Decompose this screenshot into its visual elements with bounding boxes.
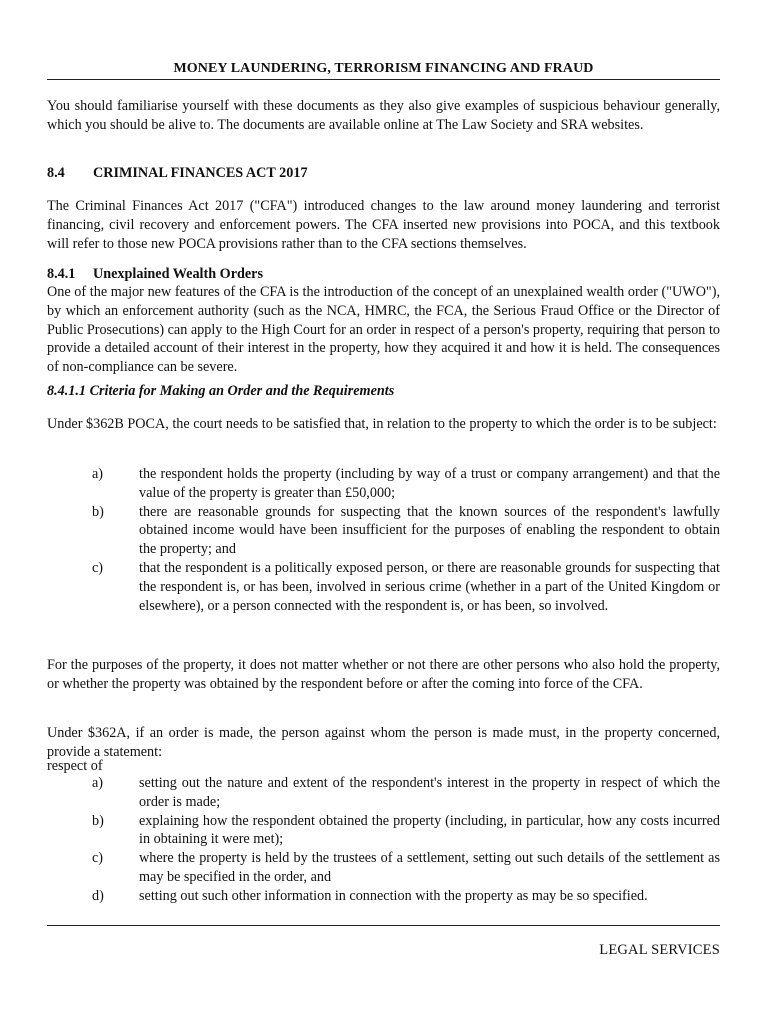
purposes-paragraph: For the purposes of the property, it does not matter whether or not there are other persons who also hold the property, or whether the property was obtained by the respondent before or after the coming into force of the CFA. bbox=[47, 657, 720, 692]
section-title: CRIMINAL FINANCES ACT 2017 bbox=[93, 165, 308, 181]
subsection-number: 8.4.1 bbox=[47, 266, 76, 282]
criteria-list bbox=[47, 465, 720, 615]
intro-paragraph: You should familiarise yourself with these documents as they also give examples of suspicious behaviour generally, which you should be alive to. The documents are available online at The Law Society and SRA websites. bbox=[47, 98, 720, 133]
statement-respect: respect of bbox=[47, 758, 103, 774]
list-marker: a) bbox=[92, 466, 104, 482]
list-item bbox=[47, 849, 720, 887]
section-heading bbox=[47, 164, 308, 183]
section-number: 8.4 bbox=[47, 165, 65, 181]
list-item bbox=[47, 887, 720, 906]
list-item bbox=[47, 503, 720, 559]
list-item-text: explaining how the respondent obtained the property (including, in particular, how any costs incurred in obtaining it were met); bbox=[139, 812, 720, 848]
running-header: MONEY LAUNDERING, TERRORISM FINANCING AND FRAUD bbox=[173, 61, 594, 76]
list-item bbox=[47, 774, 720, 812]
criteria-intro: Under $362B POCA, the court needs to be satisfied that, in relation to the property to which the order is to be subject: bbox=[47, 416, 717, 432]
statement-list bbox=[47, 774, 720, 906]
list-item-text: where the property is held by the trustees of a settlement, setting out such details of the settlement as may be specified in the order, and bbox=[139, 850, 720, 885]
list-marker: b) bbox=[92, 503, 104, 520]
section-paragraph: The Criminal Finances Act 2017 ("CFA") introduced changes to the law around money laundering and terrorist financing, civil recovery and enforcement powers. The CFA inserted new provisions into POCA, and this textbook will refer to those new POCA provisions rather than to the CFA sections themselves. bbox=[47, 198, 720, 252]
running-footer: LEGAL SERVICES bbox=[599, 942, 720, 958]
list-item-text: there are reasonable grounds for suspecting that the known sources of the respondent's lawfully obtained income would have been insufficient for the purposes of enabling the respondent to obtain the property; and bbox=[139, 503, 720, 558]
list-item-text: setting out such other information in connection with the property as may be so specified. bbox=[139, 887, 648, 904]
subsection-title: Unexplained Wealth Orders bbox=[93, 266, 263, 282]
statement-intro: Under $362A, if an order is made, the person against whom the person is made must, in the property concerned, provide a statement: bbox=[47, 725, 720, 760]
subsection-heading bbox=[47, 265, 263, 284]
subsubsection-heading: 8.4.1.1 Criteria for Making an Order and the Requirements bbox=[47, 383, 395, 399]
list-item-text: the respondent holds the property (including by way of a trust or company arrangement) and that the value of the property is greater than £50,000; bbox=[139, 466, 720, 501]
header-rule bbox=[47, 79, 720, 80]
list-item bbox=[47, 465, 720, 503]
list-item bbox=[47, 559, 720, 615]
list-marker: a) bbox=[92, 775, 104, 791]
uwo-paragraph: One of the major new features of the CFA is the introduction of the concept of an unexplained wealth order ("UWO"), by which an enforcement authority (such as the NCA, HMRC, the FCA, the Serious Fraud Office or the Director of Public Prosecutions) can apply to the High Court for an order in respect of a person's property, requiring that person to provide a detailed account of their interest in the property, how they acquired it and how it is held. The consequences of non-compliance can be severe. bbox=[47, 284, 720, 376]
list-marker: d) bbox=[92, 887, 104, 904]
list-marker: c) bbox=[92, 850, 104, 867]
list-marker: b) bbox=[92, 812, 104, 829]
footer-rule bbox=[47, 925, 720, 926]
list-item-text: setting out the nature and extent of the respondent's interest in the property in respect of which the order is made; bbox=[139, 775, 720, 810]
list-item-text: that the respondent is a politically exposed person, or there are reasonable grounds for suspecting that the respondent is, or has been, involved in serious crime (whether in a part of the United Kingdom or elsewhere), or a person connected with the respondent is, or has been, so involved. bbox=[139, 559, 720, 614]
list-marker: c) bbox=[92, 559, 104, 576]
list-item bbox=[47, 812, 720, 850]
